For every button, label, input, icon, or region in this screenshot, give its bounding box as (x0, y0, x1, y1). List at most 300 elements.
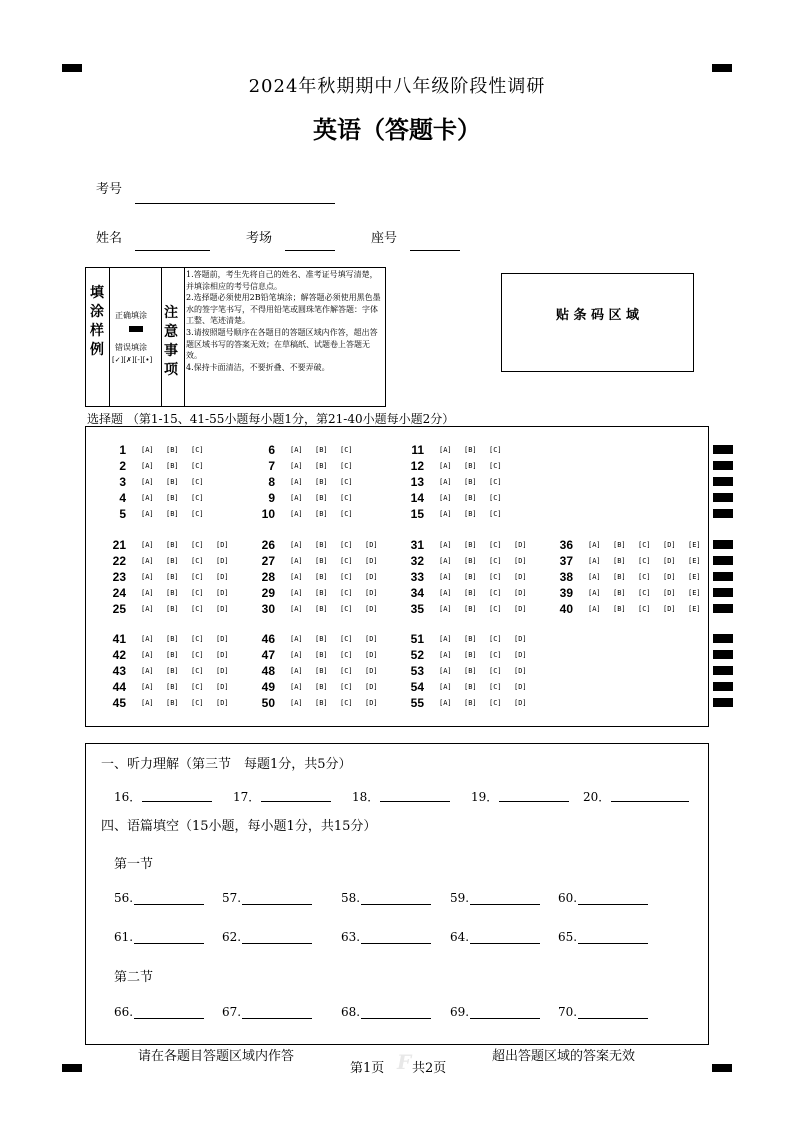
answer-bubble[interactable]: [D] (216, 651, 229, 659)
listening-answer-line[interactable] (611, 801, 689, 802)
answer-bubble[interactable]: [C] (191, 541, 204, 549)
answer-bubble[interactable]: [E] (688, 557, 701, 565)
answer-bubble[interactable]: [A] (588, 605, 601, 613)
answer-bubble[interactable]: [B] (464, 589, 477, 597)
name-label: 姓名 (96, 231, 123, 246)
answer-bubble[interactable]: [C] (489, 510, 502, 518)
timing-mark (713, 556, 733, 565)
answer-bubble[interactable]: [C] (340, 494, 353, 502)
question-number: 11 (411, 443, 424, 457)
answer-bubble[interactable]: [B] (613, 573, 626, 581)
cloze-answer-line[interactable] (242, 943, 312, 944)
answer-bubble[interactable]: [A] (290, 557, 303, 565)
question-number: 23 (112, 570, 126, 584)
question-number: 27 (261, 554, 275, 568)
question-number: 49 (261, 680, 275, 694)
answer-bubble[interactable]: [A] (290, 699, 303, 707)
answer-bubble[interactable]: [A] (290, 462, 303, 470)
cloze-item-number: 56. (114, 891, 134, 905)
answer-bubble[interactable]: [C] (489, 683, 502, 691)
answer-bubble[interactable]: [C] (340, 589, 353, 597)
timing-mark (713, 461, 733, 470)
answer-bubble[interactable]: [C] (191, 510, 204, 518)
answer-bubble[interactable]: [B] (315, 683, 328, 691)
answer-bubble[interactable]: [B] (166, 651, 179, 659)
answer-bubble[interactable]: [C] (191, 557, 204, 565)
answer-bubble[interactable]: [A] (290, 589, 303, 597)
answer-bubble[interactable]: [C] (191, 573, 204, 581)
answer-bubble[interactable]: [D] (365, 699, 378, 707)
question-number: 22 (112, 554, 126, 568)
cloze-item-number: 62. (222, 930, 242, 944)
answer-bubble[interactable]: [B] (464, 605, 477, 613)
answer-bubble[interactable]: [B] (166, 462, 179, 470)
answer-bubble[interactable]: [B] (464, 557, 477, 565)
answer-bubble[interactable]: [D] (663, 573, 676, 581)
answer-bubble[interactable]: [A] (290, 635, 303, 643)
answer-bubble[interactable]: [A] (290, 541, 303, 549)
answer-bubble[interactable]: [A] (290, 667, 303, 675)
question-number: 50 (261, 696, 275, 710)
answer-bubble[interactable]: [D] (216, 573, 229, 581)
answer-bubble[interactable]: [B] (166, 589, 179, 597)
answer-bubble[interactable]: [B] (613, 589, 626, 597)
answer-bubble[interactable]: [D] (365, 573, 378, 581)
question-number: 45 (112, 696, 126, 710)
timing-mark (713, 477, 733, 486)
listening-item-number: 17． (233, 790, 261, 804)
listening-answer-line[interactable] (261, 801, 331, 802)
answer-bubble[interactable]: [D] (365, 589, 378, 597)
answer-bubble[interactable]: [A] (439, 541, 452, 549)
question-number: 28 (261, 570, 275, 584)
answer-bubble[interactable]: [B] (464, 699, 477, 707)
answer-bubble[interactable]: [C] (638, 557, 651, 565)
answer-bubble[interactable]: [E] (688, 589, 701, 597)
cloze-answer-line[interactable] (470, 1018, 540, 1019)
answer-bubble[interactable]: [B] (315, 605, 328, 613)
timing-mark (713, 650, 733, 659)
answer-bubble[interactable]: [B] (315, 651, 328, 659)
question-number: 12 (410, 459, 424, 473)
answer-bubble[interactable]: [C] (191, 478, 204, 486)
answer-bubble[interactable]: [C] (340, 462, 353, 470)
answer-bubble[interactable]: [D] (216, 557, 229, 565)
answer-bubble[interactable]: [D] (514, 651, 527, 659)
listening-item-number: 16． (114, 790, 142, 804)
listening-item-number: 20． (583, 790, 611, 804)
question-number: 54 (410, 680, 424, 694)
answer-bubble[interactable]: [A] (141, 589, 154, 597)
timing-mark (713, 634, 733, 643)
answer-bubble[interactable]: [B] (315, 462, 328, 470)
answer-bubble[interactable]: [C] (489, 462, 502, 470)
answer-bubble[interactable]: [B] (166, 573, 179, 581)
cloze-answer-line[interactable] (470, 943, 540, 944)
question-number: 43 (112, 664, 126, 678)
answer-bubble[interactable]: [A] (290, 573, 303, 581)
answer-bubble[interactable]: [A] (141, 494, 154, 502)
cloze-answer-line[interactable] (242, 904, 312, 905)
answer-bubble[interactable]: [D] (365, 541, 378, 549)
question-number: 36 (559, 538, 573, 552)
answer-bubble[interactable]: [D] (514, 699, 527, 707)
answer-bubble[interactable]: [E] (688, 573, 701, 581)
answer-bubble[interactable]: [B] (166, 605, 179, 613)
answer-bubble[interactable]: [A] (141, 605, 154, 613)
notice-text (186, 269, 384, 373)
cloze-item-number: 67. (222, 1005, 242, 1019)
listening-answer-line[interactable] (142, 801, 212, 802)
cloze-answer-line[interactable] (578, 1018, 648, 1019)
answer-bubble[interactable]: [C] (489, 541, 502, 549)
answer-bubble[interactable]: [B] (464, 683, 477, 691)
timing-mark (713, 493, 733, 502)
answer-bubble[interactable]: [B] (464, 573, 477, 581)
answer-bubble[interactable]: [D] (514, 589, 527, 597)
answer-bubble[interactable]: [B] (166, 541, 179, 549)
answer-bubble[interactable]: [A] (588, 541, 601, 549)
answer-bubble[interactable]: [D] (365, 635, 378, 643)
answer-bubble[interactable]: [B] (315, 699, 328, 707)
answer-bubble[interactable]: [C] (340, 510, 353, 518)
answer-bubble[interactable]: [C] (489, 605, 502, 613)
question-number: 3 (119, 475, 126, 489)
answer-bubble[interactable]: [C] (340, 478, 353, 486)
answer-bubble[interactable]: [D] (663, 541, 676, 549)
barcode-area (501, 273, 694, 372)
answer-bubble[interactable]: [D] (216, 605, 229, 613)
answer-bubble[interactable]: [A] (141, 699, 154, 707)
answer-bubble[interactable]: [C] (191, 667, 204, 675)
answer-bubble[interactable]: [B] (315, 446, 328, 454)
answer-bubble[interactable]: [C] (489, 446, 502, 454)
wrong-fill-label: 错误填涂 (115, 343, 147, 352)
answer-bubble[interactable]: [A] (439, 573, 452, 581)
notice-line: 3.请按照题号顺序在各题目的答题区域内作答，超出答题区域书写的答案无效；在草稿纸、试题卷上答题无效。 (186, 327, 378, 361)
notice-line: 4.保持卡面清洁，不要折叠、不要弄破。 (186, 362, 330, 372)
timing-mark (713, 540, 733, 549)
answer-bubble[interactable]: [C] (191, 635, 204, 643)
answer-bubble[interactable]: [D] (514, 683, 527, 691)
answer-bubble[interactable]: [C] (191, 446, 204, 454)
question-number: 30 (261, 602, 275, 616)
cloze-answer-line[interactable] (134, 1018, 204, 1019)
timing-mark (713, 509, 733, 518)
answer-bubble[interactable]: [A] (439, 651, 452, 659)
question-number: 46 (261, 632, 275, 646)
answer-bubble[interactable]: [A] (439, 699, 452, 707)
question-number: 52 (410, 648, 424, 662)
answer-bubble[interactable]: [A] (141, 683, 154, 691)
answer-bubble[interactable]: [B] (464, 478, 477, 486)
answer-bubble[interactable]: [B] (464, 667, 477, 675)
answer-bubble[interactable]: [A] (141, 510, 154, 518)
answer-bubble[interactable]: [B] (315, 589, 328, 597)
cloze-item-number: 65. (558, 930, 578, 944)
answer-bubble[interactable]: [C] (340, 635, 353, 643)
answer-bubble[interactable]: [C] (340, 557, 353, 565)
answer-bubble[interactable]: [E] (688, 541, 701, 549)
answer-bubble[interactable]: [A] (141, 573, 154, 581)
answer-bubble[interactable]: [C] (340, 605, 353, 613)
question-number: 21 (112, 538, 126, 552)
answer-bubble[interactable]: [A] (439, 635, 452, 643)
answer-bubble[interactable]: [A] (141, 446, 154, 454)
answer-bubble[interactable]: [B] (464, 635, 477, 643)
answer-bubble[interactable]: [A] (439, 683, 452, 691)
answer-bubble[interactable]: [C] (489, 667, 502, 675)
answer-bubble[interactable]: [A] (141, 557, 154, 565)
answer-bubble[interactable]: [B] (464, 462, 477, 470)
answer-bubble[interactable]: [B] (464, 446, 477, 454)
answer-bubble[interactable]: [B] (315, 573, 328, 581)
answer-bubble[interactable]: [D] (216, 683, 229, 691)
answer-bubble[interactable]: [C] (489, 635, 502, 643)
answer-bubble[interactable]: [D] (514, 635, 527, 643)
answer-bubble[interactable]: [B] (315, 541, 328, 549)
wrong-fill-sample: [✓][✗][-][•] (112, 356, 153, 364)
answer-bubble[interactable]: [A] (290, 510, 303, 518)
answer-bubble[interactable]: [A] (439, 557, 452, 565)
answer-bubble[interactable]: [D] (216, 589, 229, 597)
question-number: 5 (119, 507, 126, 521)
answer-bubble[interactable]: [B] (464, 494, 477, 502)
cloze-answer-line[interactable] (470, 904, 540, 905)
answer-bubble[interactable]: [D] (216, 635, 229, 643)
cloze-answer-line[interactable] (134, 904, 204, 905)
answer-bubble[interactable]: [C] (489, 478, 502, 486)
choice-heading: 选择题 （第1-15、41-55小题每小题1分，第21-40小题每小题2分） (87, 412, 455, 426)
cloze-item-number: 59. (450, 891, 470, 905)
answer-bubble[interactable]: [A] (141, 635, 154, 643)
question-number: 1 (119, 443, 126, 457)
listening-item-number: 18． (352, 790, 380, 804)
answer-bubble[interactable]: [D] (514, 573, 527, 581)
answer-bubble[interactable]: [C] (638, 541, 651, 549)
question-number: 48 (261, 664, 275, 678)
answer-bubble[interactable]: [C] (340, 541, 353, 549)
cloze-item-number: 70. (558, 1005, 578, 1019)
question-number: 39 (559, 586, 573, 600)
timing-mark (713, 572, 733, 581)
notice-title: 注意事项 (164, 305, 178, 378)
answer-bubble[interactable]: [A] (141, 667, 154, 675)
answer-bubble[interactable]: [D] (216, 667, 229, 675)
answer-bubble[interactable]: [D] (216, 699, 229, 707)
answer-bubble[interactable]: [C] (191, 605, 204, 613)
answer-bubble[interactable]: [B] (315, 635, 328, 643)
room-label: 考场 (246, 231, 273, 246)
answer-bubble[interactable]: [B] (166, 478, 179, 486)
answer-bubble[interactable]: [D] (365, 667, 378, 675)
answer-bubble[interactable]: [B] (166, 699, 179, 707)
page-total: 共2页 (412, 1061, 447, 1076)
timing-mark (713, 445, 733, 454)
cloze-answer-line[interactable] (578, 943, 648, 944)
answer-bubble[interactable]: [A] (439, 478, 452, 486)
footer-right-note: 超出答题区域的答案无效 (492, 1049, 636, 1064)
name-field[interactable] (135, 250, 210, 251)
answer-bubble[interactable]: [C] (340, 651, 353, 659)
answer-bubble[interactable]: [B] (166, 667, 179, 675)
answer-bubble[interactable]: [A] (141, 541, 154, 549)
cloze-answer-line[interactable] (361, 904, 431, 905)
cloze-item-number: 60. (558, 891, 578, 905)
answer-bubble[interactable]: [E] (688, 605, 701, 613)
answer-bubble[interactable]: [A] (290, 494, 303, 502)
answer-bubble[interactable]: [D] (365, 651, 378, 659)
answer-bubble[interactable]: [A] (439, 667, 452, 675)
answer-bubble[interactable]: [C] (638, 589, 651, 597)
question-number: 4 (119, 491, 126, 505)
timing-mark (713, 588, 733, 597)
answer-bubble[interactable]: [A] (439, 494, 452, 502)
answer-bubble[interactable]: [B] (613, 557, 626, 565)
answer-bubble[interactable]: [A] (290, 605, 303, 613)
notice-line: 1.答题前，考生先将自己的姓名、准考证号填写清楚，并填涂相应的考号信息点。 (186, 270, 378, 291)
answer-bubble[interactable]: [C] (638, 573, 651, 581)
answer-bubble[interactable]: [A] (588, 557, 601, 565)
answer-bubble[interactable]: [C] (489, 557, 502, 565)
question-number: 35 (410, 602, 424, 616)
answer-bubble[interactable]: [D] (365, 683, 378, 691)
question-number: 41 (112, 632, 126, 646)
exam-no-field[interactable] (135, 203, 335, 204)
notice-line: 2.选择题必须使用2B铅笔填涂；解答题必须使用黑色墨水的签字笔书写，不得用铅笔或圆珠笔作解答题：字体工整、笔迹清楚。 (186, 293, 381, 326)
answer-bubble[interactable]: [B] (315, 510, 328, 518)
answer-bubble[interactable]: [A] (588, 573, 601, 581)
answer-bubble[interactable]: [B] (166, 683, 179, 691)
answer-bubble[interactable]: [C] (191, 699, 204, 707)
answer-bubble[interactable]: [C] (191, 462, 204, 470)
answer-bubble[interactable]: [C] (489, 589, 502, 597)
answer-bubble[interactable]: [D] (216, 541, 229, 549)
answer-bubble[interactable]: [B] (464, 651, 477, 659)
cloze-heading: 四、语篇填空（15小题，每小题1分，共15分） (101, 819, 377, 834)
answer-bubble[interactable]: [C] (489, 573, 502, 581)
cloze-item-number: 61. (114, 930, 134, 944)
question-number: 53 (410, 664, 424, 678)
answer-bubble[interactable]: [B] (166, 510, 179, 518)
answer-bubble[interactable]: [C] (340, 699, 353, 707)
question-number: 47 (261, 648, 275, 662)
answer-bubble[interactable]: [A] (439, 446, 452, 454)
listening-answer-line[interactable] (499, 801, 569, 802)
cloze-answer-line[interactable] (361, 1018, 431, 1019)
question-number: 55 (410, 696, 424, 710)
answer-bubble[interactable]: [A] (290, 478, 303, 486)
cloze-answer-line[interactable] (242, 1018, 312, 1019)
cloze-answer-line[interactable] (578, 904, 648, 905)
answer-bubble[interactable]: [B] (315, 667, 328, 675)
question-number: 42 (112, 648, 126, 662)
alignment-mark (62, 1064, 82, 1072)
answer-bubble[interactable]: [B] (315, 494, 328, 502)
answer-bubble[interactable]: [B] (166, 635, 179, 643)
answer-bubble[interactable]: [C] (191, 651, 204, 659)
correct-fill-label: 正确填涂 (115, 311, 147, 320)
answer-bubble[interactable]: [C] (489, 699, 502, 707)
answer-bubble[interactable]: [D] (514, 667, 527, 675)
correct-fill-sample (129, 326, 143, 332)
question-number: 37 (559, 554, 573, 568)
room-field[interactable] (285, 250, 335, 251)
answer-bubble[interactable]: [D] (514, 541, 527, 549)
answer-bubble[interactable]: [B] (315, 478, 328, 486)
answer-bubble[interactable]: [C] (340, 683, 353, 691)
answer-bubble[interactable]: [C] (191, 683, 204, 691)
answer-bubble[interactable]: [D] (365, 605, 378, 613)
page-number: 第1页 (350, 1061, 385, 1076)
answer-bubble[interactable]: [D] (663, 557, 676, 565)
question-number: 13 (410, 475, 424, 489)
cloze-answer-line[interactable] (361, 943, 431, 944)
answer-bubble[interactable]: [D] (663, 605, 676, 613)
answer-bubble[interactable]: [A] (588, 589, 601, 597)
answer-bubble[interactable]: [B] (166, 557, 179, 565)
answer-bubble[interactable]: [C] (638, 605, 651, 613)
answer-bubble[interactable]: [B] (464, 510, 477, 518)
answer-bubble[interactable]: [A] (439, 605, 452, 613)
answer-bubble[interactable]: [C] (489, 494, 502, 502)
answer-bubble[interactable]: [B] (166, 446, 179, 454)
seat-label: 座号 (371, 231, 398, 246)
answer-bubble[interactable]: [A] (439, 462, 452, 470)
answer-bubble[interactable]: [C] (191, 589, 204, 597)
answer-bubble[interactable]: [B] (166, 494, 179, 502)
question-number: 10 (261, 507, 275, 521)
question-number: 26 (261, 538, 275, 552)
cloze-answer-line[interactable] (134, 943, 204, 944)
seat-field[interactable] (410, 250, 460, 251)
watermark-f: F (397, 1050, 412, 1074)
section-1-label: 第一节 (114, 857, 154, 872)
cloze-item-number: 64. (450, 930, 470, 944)
answer-bubble[interactable]: [C] (340, 667, 353, 675)
answer-bubble[interactable]: [A] (439, 589, 452, 597)
answer-bubble[interactable]: [B] (315, 557, 328, 565)
answer-bubble[interactable]: [A] (439, 510, 452, 518)
page-title: 2024年秋期期中八年级阶段性调研 (248, 76, 546, 97)
answer-bubble[interactable]: [B] (613, 541, 626, 549)
answer-bubble[interactable]: [A] (290, 651, 303, 659)
section-2-label: 第二节 (114, 970, 154, 985)
answer-bubble[interactable]: [D] (663, 589, 676, 597)
listening-answer-line[interactable] (380, 801, 450, 802)
exam-no-label: 考号 (96, 182, 123, 197)
answer-bubble[interactable]: [C] (191, 494, 204, 502)
answer-bubble[interactable]: [A] (290, 446, 303, 454)
question-number: 14 (410, 491, 424, 505)
question-number: 33 (410, 570, 424, 584)
answer-bubble[interactable]: [C] (489, 651, 502, 659)
answer-bubble[interactable]: [A] (290, 683, 303, 691)
answer-bubble[interactable]: [A] (141, 478, 154, 486)
question-number: 40 (559, 602, 573, 616)
answer-bubble[interactable]: [A] (141, 462, 154, 470)
instructions-box (85, 267, 386, 407)
answer-bubble[interactable]: [B] (464, 541, 477, 549)
answer-bubble[interactable]: [D] (514, 605, 527, 613)
answer-bubble[interactable]: [A] (141, 651, 154, 659)
answer-bubble[interactable]: [B] (613, 605, 626, 613)
answer-bubble[interactable]: [D] (365, 557, 378, 565)
answer-bubble[interactable]: [C] (340, 446, 353, 454)
question-number: 32 (410, 554, 424, 568)
answer-bubble[interactable]: [C] (340, 573, 353, 581)
answer-bubble[interactable]: [D] (514, 557, 527, 565)
